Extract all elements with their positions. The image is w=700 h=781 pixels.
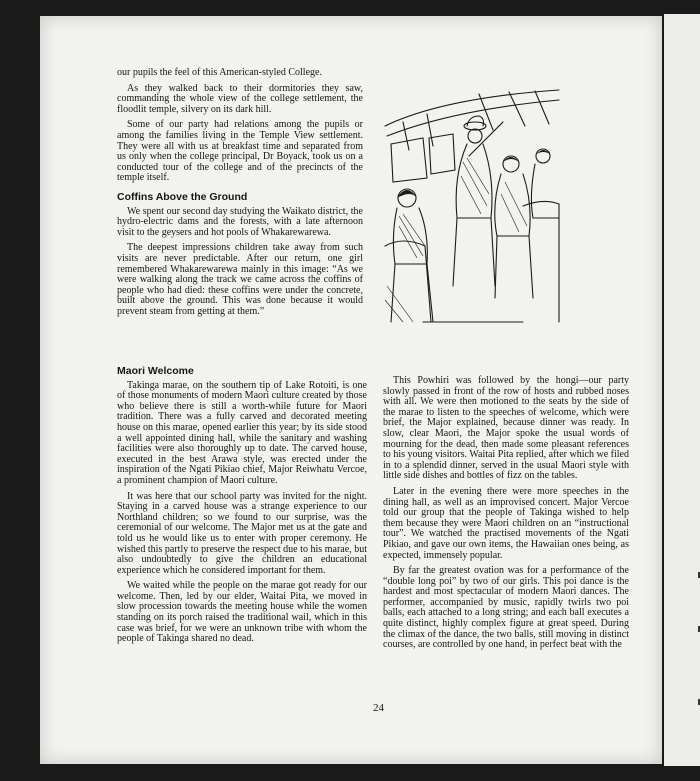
paragraph: Some of our party had relations among the pupils or among the families living in the Temple View settlement. They were all with us at breakfast time and separated from us only when the college principal, Dr Boyack, took us on a conducted tour of the college and of the precincts of the temple itself.	[117, 119, 363, 184]
paragraph: our pupils the feel of this American-styled College.	[117, 67, 322, 78]
paragraph: The deepest impressions children take away from such visits are never predictable. After our return, one girl remembered Whakarewarewa mainly in this image: “As we were walking along the track we came across the coffins of people who had died: these coffins were under the concrete, built above the ground. This was done because it would prevent steam from getting at them.”	[117, 242, 363, 317]
paragraph: We waited while the people on the marae got ready for our welcome. Then, led by our elder, Waitai Pita, we moved in slow procession towards the meeting house while the women standing on its porch raised the traditional wail, which in this case was brief, for we were an unknown tribe with whom the people of Takinga shared no dead.	[117, 580, 367, 645]
left-column-bottom	[117, 366, 367, 650]
paragraph: It was here that our school party was invited for the night. Staying in a carved house was a strange experience to our Northland children; so we found to our surprise, was the ceremonial of our welcome. The Major met us at the gate and told us he would like us to enter with proper ceremony. He wished this partly to preserve the respect due to his marae, but also undoubtedly to give the children an educational experience which he considered important for them.	[117, 490, 367, 576]
paragraph: We spent our second day studying the Waikato district, the hydro-electric dams and the forests, with a late afternoon visit to the geysers and hot pools of Whakarewarewa.	[117, 205, 363, 238]
next-page-edge	[664, 14, 700, 766]
right-column	[383, 376, 629, 656]
left-column-top	[117, 68, 363, 322]
paragraph: Takinga marae, on the southern tip of Lake Rotoiti, is one of those monuments of modern Maori culture created by those who believe there is still a worth-while future for Maori tradition. There was a fully carved and decorated meeting house on this marae, opened earlier this year; by its side stood a well appointed dining hall, while the sanitary and washing facilities were also thoroughly up to date. The carved house, executed in the best Arawa style, was erected under the inspiration of the Ngati Pikiao chief, Major Reiwhatu Vercoe, a prominent champion of Maori culture.	[117, 379, 367, 486]
paragraph: By far the greatest ovation was for a performance of the “double long poi” by two of our girls. This poi dance is the hardest and most spectacular of modern Maori dances. The performer, accompanied by music, rapidly twirls two poi balls, each attached to a long string; and each ball executes a quite distinct, highly complex figure at great speed. During the climax of the dance, the two balls, still moving in distinct courses, are controlled by one hand, in perfect beat with the	[383, 565, 629, 651]
section-heading: Coffins Above the Ground	[117, 190, 248, 203]
paragraph: Later in the evening there were more speeches in the dining hall, as well as an improvised concert. Major Vercoe told our group that the people of Takinga wished to help them because they were Maori children on an “instructional tour”. We watched the practised movements of the Ngati Pikiao, and gave our own items, the Hawaiian ones being, as expected, immensely popular.	[383, 485, 629, 561]
paragraph: As they walked back to their dormitories they saw, commanding the whole view of the college settlement, the floodlit temple, silvery on its dark hill.	[117, 82, 363, 115]
page-number: 24	[373, 702, 384, 714]
passenger-head	[468, 129, 482, 143]
bus-interior-illustration	[383, 86, 561, 326]
paragraph: This Powhiri was followed by the hongi—our party slowly passed in front of the row of hosts and rubbed noses with all. We were then motioned to the seats by the side of the marae to listen to the speeches of welcome, which were brief, the Major explained, because dinner was ready. In slow, clear Maori, the Major spoke the usual words of mourning for the dead, then made some pleasant references to his young visitors. Waitai Pita replied, after which we filed in to a splendid dinner, served in the usual Maori style with little side dishes and bottles of fizz on the tables.	[383, 375, 629, 482]
section-heading: Maori Welcome	[117, 365, 194, 377]
bus-roof-line	[385, 90, 559, 126]
